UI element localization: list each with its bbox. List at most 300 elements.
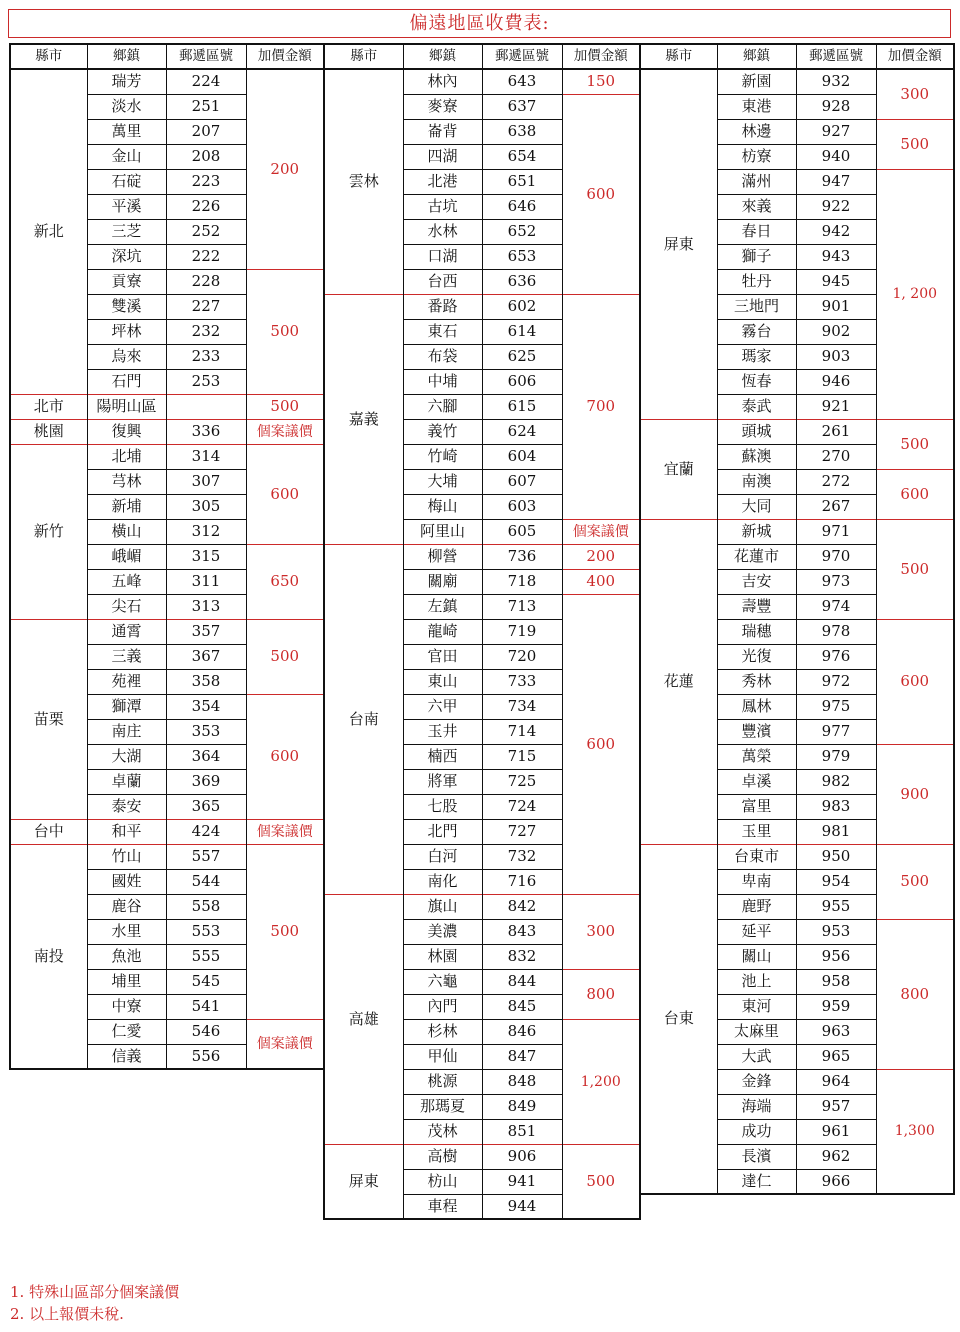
surcharge-cell: 個案議價 [246,1019,324,1069]
county-cell: 雲林 [324,69,403,294]
postal-code-cell: 720 [482,644,562,669]
postal-code-cell: 558 [166,894,246,919]
township-cell: 左鎮 [403,594,482,619]
postal-code-cell: 606 [482,369,562,394]
township-cell: 甲仙 [403,1044,482,1069]
township-cell: 柳營 [403,544,482,569]
postal-code-cell: 725 [482,769,562,794]
column-header: 鄉鎮 [717,44,796,69]
township-cell: 瑪家 [717,344,796,369]
postal-code-cell: 224 [166,69,246,94]
township-cell: 霧台 [717,319,796,344]
township-cell: 將軍 [403,769,482,794]
township-cell: 和平 [87,819,166,844]
postal-code-cell: 604 [482,444,562,469]
township-cell: 瑞穗 [717,619,796,644]
postal-code-cell: 226 [166,194,246,219]
township-cell: 牡丹 [717,269,796,294]
surcharge-cell: 600 [876,619,954,744]
township-cell: 頭城 [717,419,796,444]
township-cell: 三地門 [717,294,796,319]
township-cell: 南化 [403,869,482,894]
postal-code-cell: 979 [796,744,876,769]
postal-code-cell: 646 [482,194,562,219]
postal-code-cell: 966 [796,1169,876,1194]
county-cell: 花蓮 [640,519,717,844]
postal-code-cell: 636 [482,269,562,294]
township-cell: 延平 [717,919,796,944]
postal-code-cell: 208 [166,144,246,169]
township-cell: 桃源 [403,1069,482,1094]
township-cell: 金鋒 [717,1069,796,1094]
postal-code-cell: 222 [166,244,246,269]
township-cell: 仁愛 [87,1019,166,1044]
postal-code-cell: 940 [796,144,876,169]
column-header: 鄉鎮 [403,44,482,69]
postal-code-cell: 546 [166,1019,246,1044]
postal-code-cell: 614 [482,319,562,344]
county-cell: 苗栗 [10,619,87,819]
township-cell: 恆春 [717,369,796,394]
township-cell: 陽明山區 [87,394,166,419]
postal-code-cell: 653 [482,244,562,269]
township-cell: 大同 [717,494,796,519]
postal-code-cell: 615 [482,394,562,419]
postal-code-cell: 555 [166,944,246,969]
postal-code-cell: 842 [482,894,562,919]
column-header: 郵遞區號 [482,44,562,69]
postal-code-cell: 946 [796,369,876,394]
postal-code-cell: 358 [166,669,246,694]
township-cell: 萬榮 [717,744,796,769]
postal-code-cell: 557 [166,844,246,869]
township-cell: 信義 [87,1044,166,1069]
postal-code-cell: 959 [796,994,876,1019]
county-cell: 台南 [324,544,403,894]
table-row [10,419,324,444]
postal-code-cell: 270 [796,444,876,469]
postal-code-cell: 315 [166,544,246,569]
postal-code-cell: 625 [482,344,562,369]
table-title: 偏遠地區收費表: [8,9,951,38]
township-cell: 泰武 [717,394,796,419]
postal-code-cell: 975 [796,694,876,719]
township-cell: 平溪 [87,194,166,219]
surcharge-cell: 650 [246,544,324,619]
table-row [640,69,954,94]
postal-code-cell: 251 [166,94,246,119]
postal-code-cell: 311 [166,569,246,594]
surcharge-cell: 500 [246,269,324,394]
surcharge-cell: 300 [900,84,930,103]
township-cell: 林園 [403,944,482,969]
postal-code-cell: 424 [166,819,246,844]
surcharge-cell: 600 [246,694,324,819]
postal-code-cell: 637 [482,94,562,119]
postal-code-cell: 736 [482,544,562,569]
postal-code-cell: 556 [166,1044,246,1069]
township-cell: 坪林 [87,319,166,344]
township-cell: 苑裡 [87,669,166,694]
township-cell: 豐濱 [717,719,796,744]
postal-code-cell: 233 [166,344,246,369]
township-cell: 橫山 [87,519,166,544]
township-cell: 五峰 [87,569,166,594]
township-cell: 水林 [403,219,482,244]
township-cell: 新園 [717,69,796,94]
header-row [640,44,954,69]
township-cell: 芎林 [87,469,166,494]
township-cell: 壽豐 [717,594,796,619]
postal-code-cell: 312 [166,519,246,544]
postal-code-cell: 603 [482,494,562,519]
township-cell: 新埔 [87,494,166,519]
township-cell: 玉里 [717,819,796,844]
postal-code-cell: 981 [796,819,876,844]
township-cell: 竹山 [87,844,166,869]
postal-code-cell: 727 [482,819,562,844]
surcharge-cell: 400 [562,569,640,594]
postal-code-cell: 716 [482,869,562,894]
township-cell: 通霄 [87,619,166,644]
postal-code-cell: 732 [482,844,562,869]
postal-code-cell: 954 [796,869,876,894]
township-cell: 秀林 [717,669,796,694]
postal-code-cell: 624 [482,419,562,444]
postal-code-cell: 955 [796,894,876,919]
county-cell: 新北 [10,69,87,394]
township-cell: 枋寮 [717,144,796,169]
postal-code-cell: 932 [796,69,876,94]
township-cell: 富里 [717,794,796,819]
postal-code-cell: 845 [482,994,562,1019]
township-cell: 東石 [403,319,482,344]
postal-code-cell: 942 [796,219,876,244]
township-cell: 金山 [87,144,166,169]
table-row [324,894,640,919]
township-cell: 北港 [403,169,482,194]
township-cell: 崙背 [403,119,482,144]
township-cell: 海端 [717,1094,796,1119]
postal-code-cell: 353 [166,719,246,744]
postal-code-cell: 922 [796,194,876,219]
township-cell: 國姓 [87,869,166,894]
township-cell: 東港 [717,94,796,119]
postal-code-cell: 365 [166,794,246,819]
township-cell: 來義 [717,194,796,219]
postal-code-cell: 336 [166,419,246,444]
county-cell: 台東 [640,844,717,1194]
postal-code-cell: 965 [796,1044,876,1069]
postal-code-cell: 734 [482,694,562,719]
county-cell: 台中 [10,819,87,844]
township-cell: 滿州 [717,169,796,194]
township-cell: 那瑪夏 [403,1094,482,1119]
postal-code-cell: 207 [166,119,246,144]
county-cell: 桃園 [10,419,87,444]
postal-code-cell: 982 [796,769,876,794]
postal-code-cell: 313 [166,594,246,619]
county-cell: 高雄 [324,894,403,1144]
township-cell: 大武 [717,1044,796,1069]
postal-code-cell: 903 [796,344,876,369]
township-cell: 烏來 [87,344,166,369]
township-cell: 北門 [403,819,482,844]
township-cell: 三芝 [87,219,166,244]
column-header: 鄉鎮 [87,44,166,69]
postal-code-cell: 927 [796,119,876,144]
surcharge-cell: 500 [876,119,954,169]
township-cell: 關廟 [403,569,482,594]
township-cell: 古坑 [403,194,482,219]
township-cell: 番路 [403,294,482,319]
surcharge-cell: 300 [562,894,640,969]
postal-code-cell: 941 [482,1169,562,1194]
surcharge-cell: 個案議價 [246,819,324,844]
postal-code-cell: 267 [796,494,876,519]
township-cell: 成功 [717,1119,796,1144]
township-cell: 石碇 [87,169,166,194]
surcharge-cell: 600 [876,469,954,519]
township-cell: 大湖 [87,744,166,769]
postal-code-cell: 252 [166,219,246,244]
surcharge-cell: 1,200 [562,1019,640,1144]
postal-code-cell: 956 [796,944,876,969]
table-row [10,394,324,419]
township-cell: 深坑 [87,244,166,269]
postal-code-cell: 921 [796,394,876,419]
township-cell: 布袋 [403,344,482,369]
township-cell: 卑南 [717,869,796,894]
postal-code-cell: 272 [796,469,876,494]
postal-code-cell: 972 [796,669,876,694]
postal-code-cell: 950 [796,844,876,869]
township-cell: 水里 [87,919,166,944]
county-cell: 屏東 [324,1144,403,1219]
township-cell: 東河 [717,994,796,1019]
township-cell: 魚池 [87,944,166,969]
surcharge-cell: 200 [562,544,640,569]
county-cell: 宜蘭 [640,419,717,519]
postal-code-cell: 544 [166,869,246,894]
township-cell: 南澳 [717,469,796,494]
fee-table-middle [323,43,641,1220]
township-cell: 玉井 [403,719,482,744]
postal-code-cell: 945 [796,269,876,294]
township-cell: 卓溪 [717,769,796,794]
county-cell: 屏東 [640,69,717,419]
township-cell: 白河 [403,844,482,869]
footer-note: 1. 特殊山區部分個案議價 [10,1283,180,1301]
postal-code-cell: 928 [796,94,876,119]
postal-code-cell: 364 [166,744,246,769]
postal-code-cell: 354 [166,694,246,719]
township-cell: 卓蘭 [87,769,166,794]
postal-code-cell: 638 [482,119,562,144]
township-cell: 龍崎 [403,619,482,644]
postal-code-cell: 227 [166,294,246,319]
table-row [324,1144,640,1169]
postal-code-cell: 963 [796,1019,876,1044]
township-cell: 達仁 [717,1169,796,1194]
postal-code-cell: 843 [482,919,562,944]
surcharge-cell: 個案議價 [246,419,324,444]
postal-code-cell: 847 [482,1044,562,1069]
township-cell: 吉安 [717,569,796,594]
township-cell: 獅潭 [87,694,166,719]
postal-code-cell: 973 [796,569,876,594]
postal-code-cell: 947 [796,169,876,194]
postal-code-cell: 545 [166,969,246,994]
postal-code-cell: 713 [482,594,562,619]
postal-code-cell: 958 [796,969,876,994]
postal-code-cell: 369 [166,769,246,794]
postal-code-cell: 977 [796,719,876,744]
surcharge-cell: 個案議價 [562,519,640,544]
surcharge-cell: 500 [246,619,324,694]
postal-code-cell: 962 [796,1144,876,1169]
postal-code-cell: 851 [482,1119,562,1144]
township-cell: 茂林 [403,1119,482,1144]
table-row [10,819,324,844]
postal-code-cell: 978 [796,619,876,644]
county-cell: 南投 [10,844,87,1069]
township-cell: 旗山 [403,894,482,919]
table-row [324,69,640,94]
township-cell: 七股 [403,794,482,819]
postal-code-cell: 553 [166,919,246,944]
table-row [10,844,324,869]
postal-code-cell: 906 [482,1144,562,1169]
township-cell: 花蓮市 [717,544,796,569]
postal-code-cell: 976 [796,644,876,669]
postal-code-cell: 715 [482,744,562,769]
postal-code-cell: 724 [482,794,562,819]
column-header: 郵遞區號 [796,44,876,69]
township-cell: 林邊 [717,119,796,144]
township-cell: 枋山 [403,1169,482,1194]
township-cell: 雙溪 [87,294,166,319]
surcharge-cell: 500 [876,419,954,469]
fee-table-right [639,43,955,1195]
township-cell: 美濃 [403,919,482,944]
township-cell: 池上 [717,969,796,994]
postal-code-cell: 733 [482,669,562,694]
header-row [324,44,640,69]
township-cell: 六甲 [403,694,482,719]
surcharge-cell: 150 [586,72,616,91]
surcharge-cell: 500 [876,519,954,619]
township-cell: 內門 [403,994,482,1019]
surcharge-cell: 700 [562,294,640,519]
postal-code-cell: 714 [482,719,562,744]
postal-code-cell: 974 [796,594,876,619]
postal-code-cell: 607 [482,469,562,494]
postal-code-cell: 357 [166,619,246,644]
surcharge-cell: 800 [876,919,954,1069]
surcharge-cell: 1, 200 [876,169,954,419]
township-cell: 瑞芳 [87,69,166,94]
surcharge-cell: 900 [876,744,954,844]
postal-code-cell: 367 [166,644,246,669]
township-cell: 尖石 [87,594,166,619]
township-cell: 鳳林 [717,694,796,719]
township-cell: 關山 [717,944,796,969]
postal-code-cell: 228 [166,269,246,294]
column-header: 郵遞區號 [166,44,246,69]
postal-code-cell: 846 [482,1019,562,1044]
surcharge-cell: 1,300 [876,1069,954,1194]
postal-code-cell: 901 [796,294,876,319]
postal-code-cell: 964 [796,1069,876,1094]
township-cell: 三義 [87,644,166,669]
column-header: 縣市 [10,44,87,69]
surcharge-cell: 500 [246,844,324,1019]
township-cell: 新城 [717,519,796,544]
surcharge-cell: 500 [246,394,324,419]
footer-notes [10,1281,179,1325]
column-header: 縣市 [324,44,403,69]
postal-code-cell: 902 [796,319,876,344]
postal-code-cell: 961 [796,1119,876,1144]
postal-code-cell: 957 [796,1094,876,1119]
postal-code-cell: 848 [482,1069,562,1094]
postal-code-cell: 314 [166,444,246,469]
postal-code-cell: 832 [482,944,562,969]
table-row [640,419,954,444]
postal-code-cell: 953 [796,919,876,944]
postal-code-cell [166,394,246,419]
postal-code-cell: 232 [166,319,246,344]
column-header: 加價金額 [876,44,954,69]
table-row [10,69,324,94]
postal-code-cell: 983 [796,794,876,819]
postal-code-cell: 718 [482,569,562,594]
column-header: 縣市 [640,44,717,69]
township-cell: 峨嵋 [87,544,166,569]
township-cell: 官田 [403,644,482,669]
postal-code-cell: 971 [796,519,876,544]
township-cell: 義竹 [403,419,482,444]
township-cell: 鹿野 [717,894,796,919]
table-row [10,619,324,644]
postal-code-cell: 970 [796,544,876,569]
township-cell: 貢寮 [87,269,166,294]
township-cell: 口湖 [403,244,482,269]
township-cell: 車程 [403,1194,482,1219]
county-cell: 新竹 [10,444,87,619]
footer-note: 2. 以上報價未稅. [10,1305,124,1323]
township-cell: 埔里 [87,969,166,994]
table-row [640,844,954,869]
column-header: 加價金額 [246,44,324,69]
township-cell: 高樹 [403,1144,482,1169]
township-cell: 蘇澳 [717,444,796,469]
postal-code-cell: 602 [482,294,562,319]
postal-code-cell: 654 [482,144,562,169]
township-cell: 六腳 [403,394,482,419]
township-cell: 光復 [717,644,796,669]
township-cell: 復興 [87,419,166,444]
surcharge-cell: 800 [562,969,640,1019]
postal-code-cell: 652 [482,219,562,244]
township-cell: 林內 [403,69,482,94]
township-cell: 麥寮 [403,94,482,119]
township-cell: 中埔 [403,369,482,394]
township-cell: 中寮 [87,994,166,1019]
postal-code-cell: 844 [482,969,562,994]
township-cell: 大埔 [403,469,482,494]
